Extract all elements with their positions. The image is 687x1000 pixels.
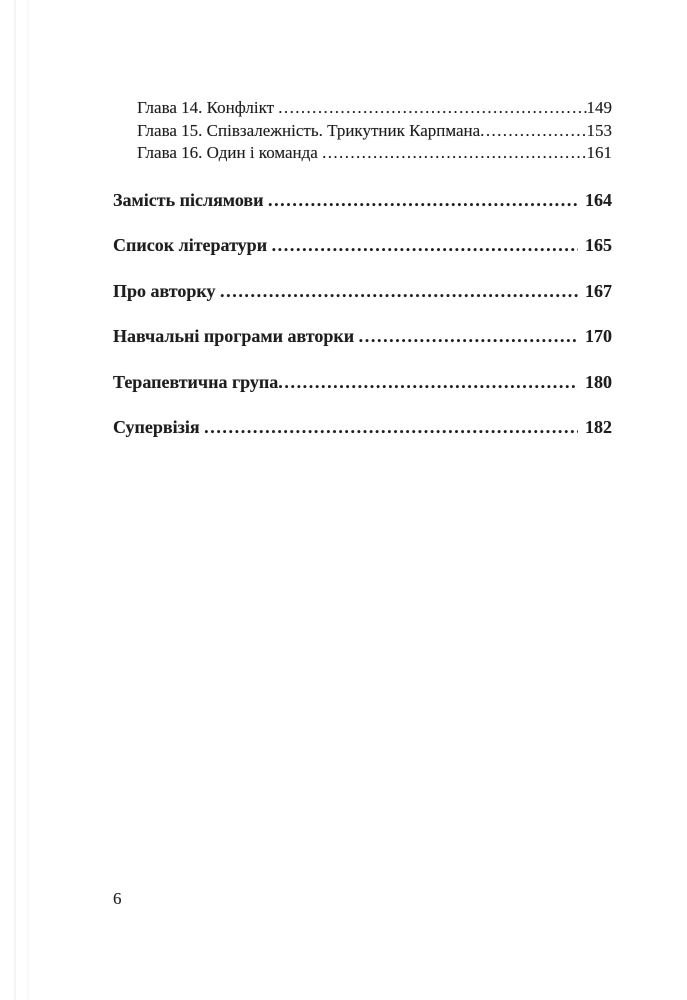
toc-leader-dots <box>322 142 586 165</box>
toc-section-group <box>113 188 612 440</box>
toc-entry-page: 164 <box>585 189 612 210</box>
toc-entry <box>113 188 612 212</box>
toc-leader-dots <box>359 324 578 348</box>
toc-entry <box>113 233 612 257</box>
scan-artifact-line <box>27 0 29 1000</box>
toc-entry-page: 167 <box>585 280 612 301</box>
toc-leader-dots <box>220 279 578 303</box>
toc-entry-page: 180 <box>585 371 612 392</box>
toc-entry-label: Список літератури <box>113 235 272 255</box>
toc-entry-label: Навчальні програми авторки <box>113 326 359 346</box>
toc-entry <box>137 97 612 120</box>
toc-entry <box>113 279 612 303</box>
toc-entry-page: 170 <box>585 326 612 346</box>
toc-leader-dots <box>480 120 586 143</box>
toc-entry <box>113 370 612 394</box>
toc-entry-page: 182 <box>585 417 612 437</box>
toc-entry-page: 153 <box>586 120 612 140</box>
toc-entry-label: Глава 14. Конфлікт <box>137 98 279 117</box>
toc-entry-label: Глава 15. Співзалежність. Трикутник Карпмана <box>137 120 481 140</box>
toc-entry-page: 161 <box>586 143 612 162</box>
toc-entry-page: 149 <box>586 98 612 117</box>
toc-entry-page: 165 <box>585 235 612 255</box>
toc-leader-dots <box>278 97 586 120</box>
toc-entry-label: Глава 16. Один і команда <box>137 143 323 162</box>
toc-leader-dots <box>204 415 578 439</box>
toc-leader-dots <box>272 233 578 257</box>
toc-leader-dots <box>268 188 578 212</box>
toc-entry-label: Замість післямови <box>113 189 268 210</box>
toc-entry-label: Терапевтична група <box>113 371 279 392</box>
table-of-contents <box>113 97 612 439</box>
scan-artifact-line <box>14 0 16 1000</box>
toc-entry <box>113 324 612 348</box>
toc-entry-label: Про авторку <box>113 280 221 301</box>
toc-chapter-group <box>113 97 612 165</box>
toc-leader-dots <box>278 370 578 394</box>
toc-entry <box>137 142 612 165</box>
toc-entry <box>113 415 612 439</box>
toc-entry-label: Супервізія <box>113 417 205 437</box>
toc-entry <box>137 120 612 143</box>
page-number: 6 <box>113 889 122 908</box>
